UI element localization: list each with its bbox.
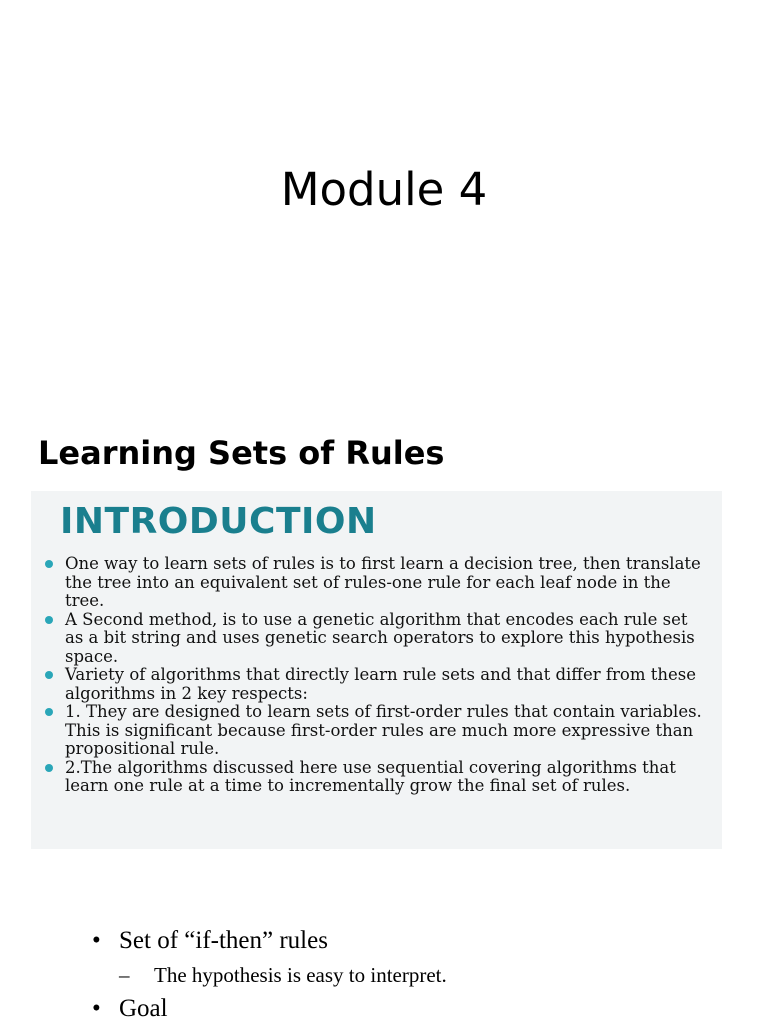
introduction-item-text: 2.The algorithms discussed here use sequential covering algorithms that learn one rule at a time to incrementally grow the final set of rules. <box>65 757 676 795</box>
introduction-item-text: 1. They are designed to learn sets of first-order rules that contain variables. This is significant because first-order rules are much more expressive than propositional rule. <box>65 702 702 758</box>
introduction-item <box>45 666 710 703</box>
bullet-dot-icon <box>45 708 53 716</box>
list-item <box>92 994 447 1024</box>
introduction-item-text: One way to learn sets of rules is to first learn a decision tree, then translate the tree into an equivalent set of rules-one rule for each leaf node in the tree. <box>65 554 701 610</box>
bullet-dot-icon <box>45 764 53 772</box>
introduction-slide-image <box>31 491 722 849</box>
list-item-text: Set of “if-then” rules <box>119 927 328 954</box>
sub-list-item-text: The hypothesis is easy to interpret. <box>154 963 447 987</box>
module-title: Module 4 <box>280 163 488 216</box>
introduction-heading: INTRODUCTION <box>60 501 377 542</box>
dash-icon: – <box>119 963 130 987</box>
section-title: Learning Sets of Rules <box>38 434 445 472</box>
introduction-item <box>45 555 710 611</box>
bullet-icon: • <box>92 995 101 1022</box>
introduction-item <box>45 703 710 759</box>
sub-list-item <box>119 962 447 988</box>
list-item-text: Goal <box>119 995 168 1022</box>
bullet-dot-icon <box>45 560 53 568</box>
bullet-icon: • <box>92 927 101 954</box>
introduction-item-text: A Second method, is to use a genetic algorithm that encodes each rule set as a bit string and uses genetic search operators to explore this hypothesis space. <box>65 609 695 666</box>
rules-bullet-list <box>92 926 447 1024</box>
list-item <box>92 926 447 956</box>
introduction-item <box>45 759 710 796</box>
introduction-item-text: Variety of algorithms that directly learn rule sets and that differ from these algorithms in 2 key respects: <box>65 665 697 703</box>
bullet-dot-icon <box>45 671 53 679</box>
bullet-dot-icon <box>45 616 53 624</box>
introduction-bullet-list <box>45 555 710 796</box>
introduction-item <box>45 611 710 667</box>
